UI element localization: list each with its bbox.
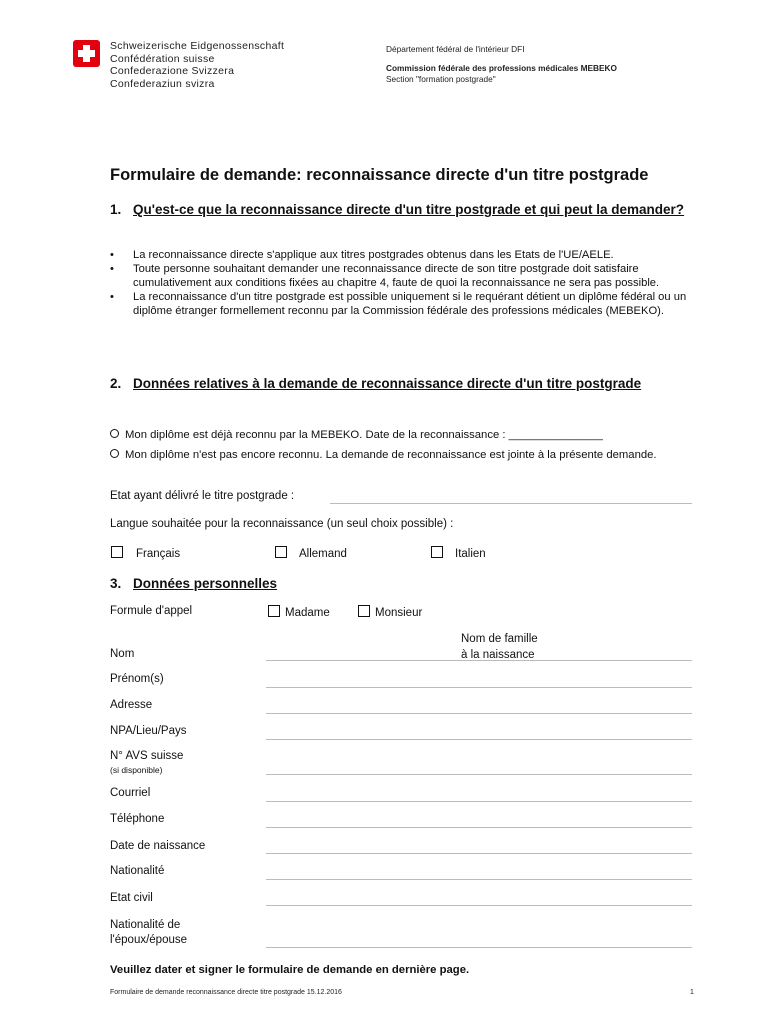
section-2-title: Données relatives à la demande de reconnaissance directe d'un titre postgrade xyxy=(133,376,642,391)
courriel-label: Courriel xyxy=(110,787,151,799)
issuing-state-field[interactable] xyxy=(330,503,692,504)
etat-civil-field[interactable] xyxy=(266,905,692,906)
radio-circle-icon[interactable] xyxy=(110,429,119,438)
confederation-name-it: Confederazione Svizzera xyxy=(110,65,235,77)
avs-field[interactable] xyxy=(266,774,692,775)
language-option-de[interactable] xyxy=(275,546,347,560)
bullet-3: • La reconnaissance d'un titre postgrade est possible uniquement si le requérant détient un diplôme fédéral ou un diplôme étranger formellement reconnu par la Commission fédérale des professions médicales (MEBEKO). xyxy=(110,290,700,318)
birth-name-label-line-1: Nom de famille xyxy=(461,633,538,645)
salutation-madame[interactable] xyxy=(268,605,330,619)
language-label: Langue souhaitée pour la reconnaissance (un seul choix possible) : xyxy=(110,518,454,530)
checkbox-icon[interactable] xyxy=(431,546,443,558)
language-option-it-label: Italien xyxy=(455,548,486,560)
nationalite-epoux-label-line-2: l'époux/épouse xyxy=(110,934,188,946)
language-option-it[interactable] xyxy=(431,546,486,560)
bullet-2: • Toute personne souhaitant demander une reconnaissance directe de son titre postgrade doit satisfaire cumulativement aux conditions fixées au chapitre 4, faute de quoi la reconnaissance ne sera pas possible. xyxy=(110,262,700,290)
adresse-field[interactable] xyxy=(266,713,692,714)
nationalite-epoux-label-line-1: Nationalité de xyxy=(110,919,181,931)
checkbox-icon[interactable] xyxy=(268,605,280,617)
salutation-monsieur[interactable] xyxy=(358,605,422,619)
section-2-number: 2. xyxy=(110,376,122,391)
radio-circle-icon[interactable] xyxy=(110,449,119,458)
birth-name-label-line-2: à la naissance xyxy=(461,649,535,661)
confederation-name-de: Schweizerische Eidgenossenschaft xyxy=(110,40,285,52)
npa-label: NPA/Lieu/Pays xyxy=(110,725,187,737)
recognition-option-1[interactable] xyxy=(110,428,705,442)
adresse-label: Adresse xyxy=(110,699,153,711)
language-option-de-label: Allemand xyxy=(299,548,347,560)
confederation-name-fr: Confédération suisse xyxy=(110,52,215,65)
recognition-option-2[interactable] xyxy=(110,448,700,462)
naissance-field[interactable] xyxy=(266,853,692,854)
birth-name-label xyxy=(461,631,538,663)
naissance-label: Date de naissance xyxy=(110,840,206,852)
etat-civil-label: Etat civil xyxy=(110,892,153,904)
avs-label: N° AVS suisse xyxy=(110,750,184,762)
salutation-monsieur-label: Monsieur xyxy=(375,607,423,619)
checkbox-icon[interactable] xyxy=(275,546,287,558)
courriel-field[interactable] xyxy=(266,801,692,802)
section-3-heading xyxy=(110,575,710,593)
nom-label: Nom xyxy=(110,648,135,660)
section-name: Section "formation postgrade" xyxy=(386,74,496,84)
bullet-1: • La reconnaissance directe s'applique aux titres postgrades obtenus dans les Etats de l'UE/AELE. xyxy=(110,248,700,262)
confederation-names xyxy=(110,40,284,90)
prenom-field[interactable] xyxy=(266,687,692,688)
language-option-fr-label: Français xyxy=(136,548,181,560)
avs-note: (si disponible) xyxy=(110,765,163,775)
nationalite-label: Nationalité xyxy=(110,865,165,877)
recognition-option-2-label: Mon diplôme n'est pas encore reconnu. La demande de reconnaissance est jointe à la présente demande. xyxy=(125,449,657,461)
npa-field[interactable] xyxy=(266,739,692,740)
page-number: 1 xyxy=(690,989,694,996)
checkbox-icon[interactable] xyxy=(111,546,123,558)
commission-name: Commission fédérale des professions médicales MEBEKO xyxy=(386,62,618,73)
swiss-cross-logo xyxy=(73,40,100,67)
nationalite-epoux-field[interactable] xyxy=(266,947,692,948)
section-1-number: 1. xyxy=(110,202,122,217)
salutation-label: Formule d'appel xyxy=(110,605,193,617)
recognition-option-1-label: Mon diplôme est déjà reconnu par la MEBEKO. Date de la reconnaissance : _______________ xyxy=(125,429,603,441)
section-1-title: Qu'est-ce que la reconnaissance directe d'un titre postgrade et qui peut la demander? xyxy=(133,202,685,217)
section-3-title: Données personnelles xyxy=(133,576,278,591)
section-1-bullets xyxy=(110,248,700,318)
checkbox-icon[interactable] xyxy=(358,605,370,617)
confederation-name-rm: Confederaziun svizra xyxy=(110,77,215,90)
page-title: Formulaire de demande: reconnaissance directe d'un titre postgrade xyxy=(110,166,649,184)
issuing-state-label: Etat ayant délivré le titre postgrade : xyxy=(110,490,295,502)
section-2-heading xyxy=(110,375,710,411)
footer-text: Formulaire de demande reconnaissance directe titre postgrade 15.12.2016 xyxy=(110,989,342,996)
department-name: Département fédéral de l'intérieur DFI xyxy=(386,44,525,54)
sign-instruction: Veuillez dater et signer le formulaire de demande en dernière page. xyxy=(110,964,470,976)
telephone-label: Téléphone xyxy=(110,813,165,825)
nationalite-epoux-label xyxy=(110,918,187,948)
nom-field[interactable] xyxy=(266,660,692,661)
salutation-madame-label: Madame xyxy=(285,607,330,619)
section-1-heading xyxy=(110,201,710,237)
nationalite-field[interactable] xyxy=(266,879,692,880)
prenom-label: Prénom(s) xyxy=(110,673,164,685)
language-option-fr[interactable] xyxy=(111,546,180,560)
telephone-field[interactable] xyxy=(266,827,692,828)
department-block xyxy=(386,44,617,86)
section-3-number: 3. xyxy=(110,576,122,591)
